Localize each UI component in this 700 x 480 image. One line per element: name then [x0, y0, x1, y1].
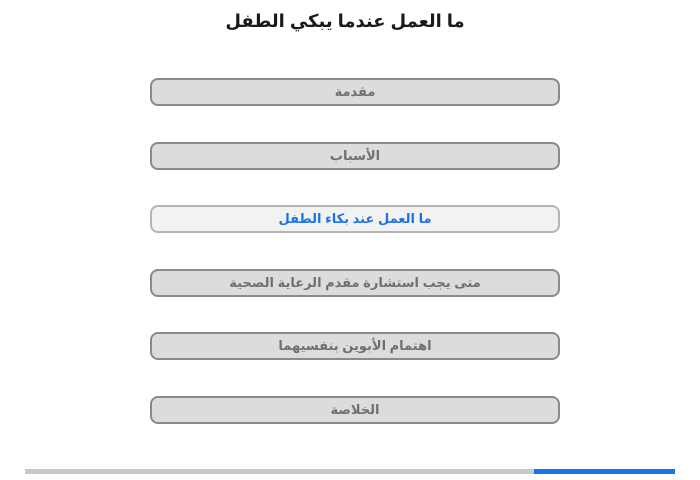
menu-item-causes[interactable]: الأسباب	[150, 142, 560, 170]
menu-item-summary[interactable]: الخلاصة	[150, 396, 560, 424]
menu-item-when-to-consult[interactable]: متى يجب استشارة مقدم الرعاية الصحية	[150, 269, 560, 297]
menu-item-parent-self-care[interactable]: اهتمام الأبوين بنفسيهما	[150, 332, 560, 360]
section-menu	[150, 78, 560, 459]
progress-bar	[25, 469, 675, 474]
progress-bar-fill	[534, 469, 675, 474]
page-title: ما العمل عندما يبكي الطفل	[225, 11, 465, 31]
menu-item-what-to-do[interactable]: ما العمل عند بكاء الطفل	[150, 205, 560, 233]
menu-item-introduction[interactable]: مقدمة	[150, 78, 560, 106]
